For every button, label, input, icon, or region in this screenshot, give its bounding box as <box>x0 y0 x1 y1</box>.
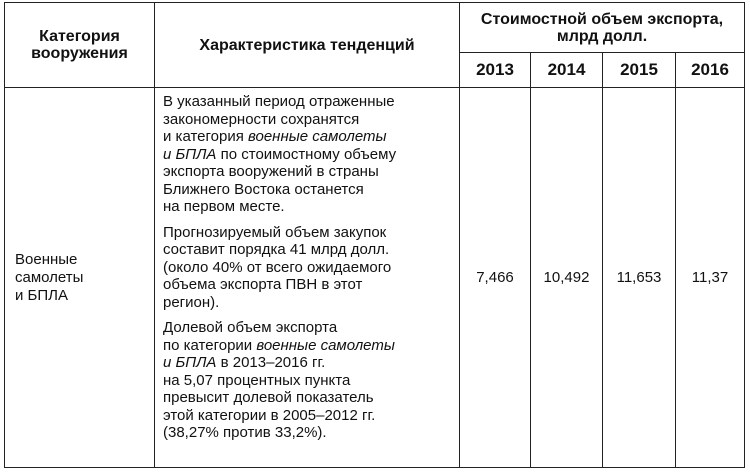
paragraph-forecast: Прогнозируемый объем закупок составит порядка 41 млрд долл. (около 40% от всего ожидаемого объема экспорта ПВН в этот регион). <box>163 223 392 311</box>
value-2014-cell: 10,492 <box>531 88 603 468</box>
category-cell: Военные самолеты и БПЛА <box>5 88 155 468</box>
value-2013-cell: 7,466 <box>460 88 531 468</box>
value-2016-cell: 11,37 <box>676 88 745 468</box>
header-category: Категория вооружения <box>5 3 155 88</box>
table-row <box>5 88 745 468</box>
header-year: 2016 <box>676 53 745 88</box>
characteristic-cell <box>155 88 460 468</box>
header-characteristic: Характеристика тенденций <box>155 3 460 88</box>
header-year: 2014 <box>531 53 603 88</box>
arms-export-table <box>4 2 745 468</box>
value-2015-cell: 11,653 <box>603 88 676 468</box>
header-row <box>5 3 745 53</box>
header-year: 2015 <box>603 53 676 88</box>
header-cost: Стоимостной объем экспорта, млрд долл. <box>460 3 745 53</box>
paragraph-share: Долевой объем экспорта по категории военные самолеты и БПЛА в 2013–2016 гг. на 5,07 процентных пункта превысит долевой показатель этой категории в 2005–2012 гг. (38,27% против 33,2%). <box>163 319 395 441</box>
paragraph-trend: В указанный период отраженные закономерности сохранятся и категория военные самолеты и БПЛА по стоимостному объему экспорта вооружений в страны Ближнего Востока останется на первом месте. <box>163 93 397 215</box>
header-year: 2013 <box>460 53 531 88</box>
